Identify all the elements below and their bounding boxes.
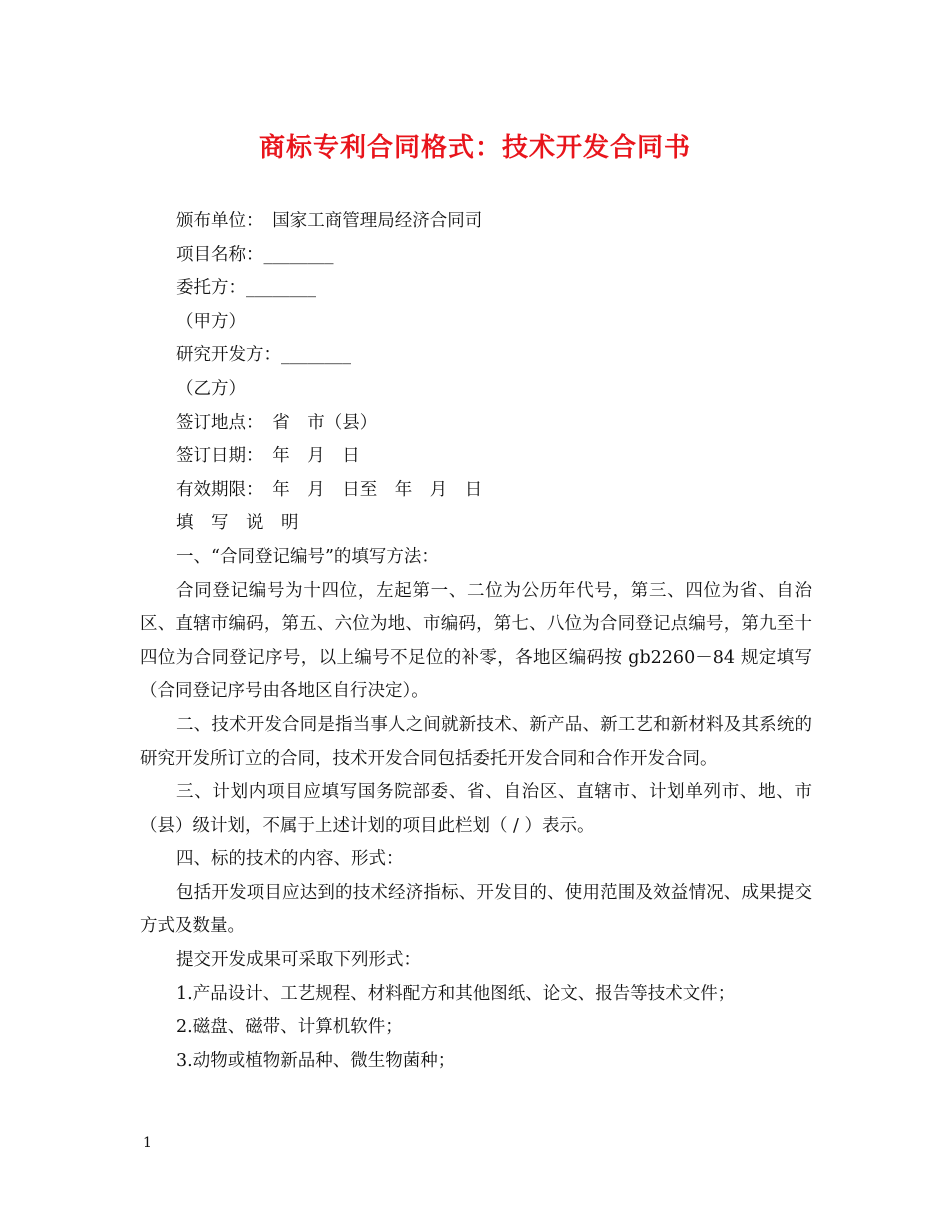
registration-number-paragraph: 合同登记编号为十四位，左起第一、二位为公历年代号，第三、四位为省、自治区、直辖市编码，第五、六位为地、市编码，第七、八位为合同登记点编号，第九至十四位为合同登记序号，以上编号不足位的补零，各地区编码按 gb2260－84 规定填写（合同登记序号由各地区自行决定）。 xyxy=(140,580,812,702)
section-two-paragraph: 二、技术开发合同是指当事人之间就新技术、新产品、新工艺和新材料及其系统的研究开发所订立的合同，技术开发合同包括委托开发合同和合作开发合同。 xyxy=(140,714,812,769)
section-four-heading: 四、标的技术的内容、形式： xyxy=(176,849,404,870)
form-item: 3.动物或植物新品种、微生物菌种； xyxy=(176,1050,456,1071)
signing-date-line: 签订日期： 年 月 日 xyxy=(176,446,360,467)
validity-period-line: 有效期限： 年 月 日至 年 月 日 xyxy=(176,479,483,500)
instructions-heading: 填 写 说 明 xyxy=(176,513,299,534)
developer-line: 研究开发方：________ xyxy=(176,345,351,366)
client-line: 委托方：________ xyxy=(176,278,316,299)
section-one-heading: 一、“合同登记编号”的填写方法： xyxy=(176,546,439,567)
section-three-paragraph: 三、计划内项目应填写国务院部委、省、自治区、直辖市、计划单列市、地、市（县）级计划，不属于上述计划的项目此栏划（ / ）表示。 xyxy=(140,782,812,836)
forms-intro: 提交开发成果可采取下列形式： xyxy=(176,950,421,971)
party-a-label: （甲方） xyxy=(176,311,246,332)
page-number: 1 xyxy=(143,1135,152,1151)
document-title: 商标专利合同格式：技术开发合同书 xyxy=(258,133,691,163)
party-b-label: （乙方） xyxy=(176,378,246,399)
form-item: 2.磁盘、磁带、计算机软件； xyxy=(176,1017,403,1038)
document-body xyxy=(140,205,812,1078)
section-four-paragraph: 包括开发项目应达到的技术经济指标、开发目的、使用范围及效益情况、成果提交方式及数量。 xyxy=(140,882,812,937)
form-item: 1.产品设计、工艺规程、材料配方和其他图纸、论文、报告等技术文件； xyxy=(176,983,736,1004)
signing-place-line: 签订地点： 省 市（县） xyxy=(176,412,378,433)
issuer-line: 颁布单位： 国家工商管理局经济合同司 xyxy=(176,211,483,231)
project-name-line: 项目名称：________ xyxy=(176,244,334,265)
